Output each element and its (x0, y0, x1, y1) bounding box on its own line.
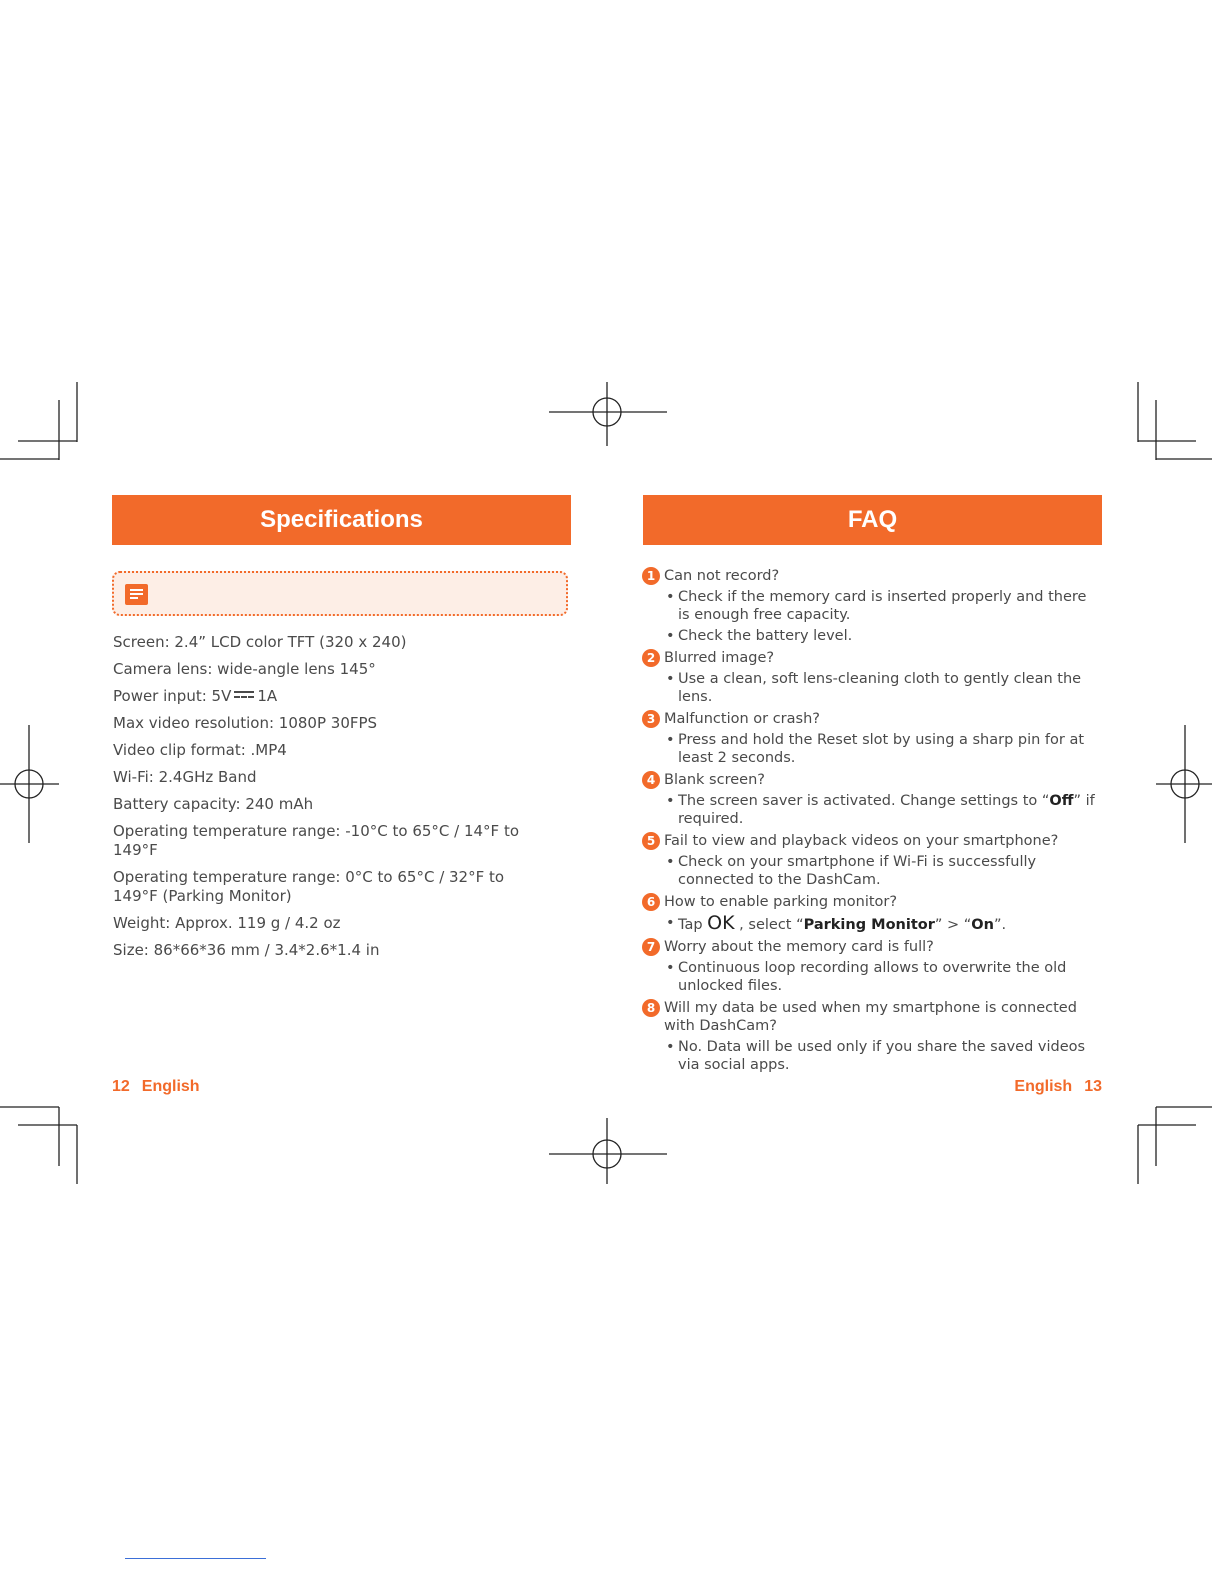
faq-question: Malfunction or crash? (664, 711, 820, 727)
page-number: 13 (1084, 1078, 1102, 1095)
spec-max-resolution: Max video resolution: 1080P 30FPS (113, 714, 378, 732)
dc-current-icon (234, 690, 254, 700)
number-badge: 7 (642, 938, 660, 956)
bullet-icon: • (666, 671, 675, 687)
faq-item (642, 938, 1102, 995)
faq-answer: Use a clean, soft lens-cleaning cloth to gently clean the lens. (678, 671, 1082, 705)
page-language: English (141, 1078, 200, 1095)
spec-screen: Screen: 2.4” LCD color TFT (320 x 240) (113, 633, 407, 651)
specifications-banner (112, 495, 571, 545)
faq-answer: No. Data will be used only if you share the saved videos via social apps. (678, 1039, 1086, 1073)
faq-question: Worry about the memory card is full? (664, 939, 934, 955)
number-badge: 4 (642, 771, 660, 789)
faq-item (642, 893, 1102, 934)
number-badge: 6 (642, 893, 660, 911)
bullet-icon: • (666, 854, 675, 870)
faq-banner (643, 495, 1102, 545)
faq-answer: Tap OK , select “Parking Monitor” > “On”. (678, 912, 1007, 934)
faq-answer: Continuous loop recording allows to overwrite the old unlocked files. (678, 960, 1067, 994)
bullet-icon: • (666, 1039, 675, 1055)
faq-item (642, 832, 1102, 889)
power-input-amperage: 1A (257, 687, 278, 705)
bullet-icon: • (666, 915, 675, 931)
bullet-icon: • (666, 793, 675, 809)
faq-question: Blank screen? (664, 772, 765, 788)
spec-wifi: Wi-Fi: 2.4GHz Band (113, 768, 257, 786)
bullet-icon: • (666, 960, 675, 976)
bullet-icon: • (666, 589, 675, 605)
spec-size: Size: 86*66*36 mm / 3.4*2.6*1.4 in (113, 941, 380, 959)
spec-operating-temp: Operating temperature range: -10°C to 65°C / 14°F to 149°F (113, 822, 520, 859)
bullet-icon: • (666, 628, 675, 644)
number-badge: 1 (642, 567, 660, 585)
number-badge: 3 (642, 710, 660, 728)
spec-clip-format: Video clip format: .MP4 (113, 741, 287, 759)
setting-on: On (971, 917, 994, 933)
faq-question: Will my data be used when my smartphone is connected with DashCam? (664, 1000, 1077, 1034)
faq-item (642, 710, 1102, 767)
faq-question: How to enable parking monitor? (664, 894, 898, 910)
setting-parking-monitor: Parking Monitor (803, 917, 935, 933)
faq-answer: The screen saver is activated. Change settings to “Off” if required. (678, 793, 1095, 827)
number-badge: 5 (642, 832, 660, 850)
faq-item (642, 567, 1102, 645)
faq-item (642, 999, 1102, 1074)
note-box (112, 571, 568, 616)
specifications-title: Specifications (260, 506, 423, 533)
faq-answer: Check on your smartphone if Wi-Fi is successfully connected to the DashCam. (678, 854, 1037, 888)
faq-question: Fail to view and playback videos on your smartphone? (664, 833, 1059, 849)
spec-camera-lens: Camera lens: wide-angle lens 145° (113, 660, 376, 678)
faq-answer: Check if the memory card is inserted properly and there is enough free capacity. (678, 589, 1087, 623)
faq-question: Can not record? (664, 568, 780, 584)
page-number: 12 (112, 1078, 130, 1095)
spec-operating-temp-parking: Operating temperature range: 0°C to 65°C / 32°F to 149°F (Parking Monitor) (113, 868, 505, 905)
faq-question: Blurred image? (664, 650, 775, 666)
number-badge: 2 (642, 649, 660, 667)
faq-list (642, 567, 1102, 1078)
power-input-label: Power input: 5V (113, 687, 232, 705)
page-language: English (1014, 1078, 1073, 1095)
number-badge: 8 (642, 999, 660, 1017)
note-icon (125, 584, 148, 605)
faq-title: FAQ (847, 506, 898, 533)
bullet-icon: • (666, 732, 675, 748)
faq-item (642, 649, 1102, 706)
left-page-footer (112, 1078, 212, 1096)
setting-off: Off (1049, 793, 1074, 809)
ok-key-icon: OK (707, 912, 735, 934)
spec-battery: Battery capacity: 240 mAh (113, 795, 314, 813)
spec-list (113, 633, 563, 968)
right-page-footer (1002, 1078, 1102, 1096)
faq-answer: Press and hold the Reset slot by using a sharp pin for at least 2 seconds. (678, 732, 1085, 766)
faq-answer: Check the battery level. (678, 628, 853, 644)
divider-line (125, 1558, 266, 1559)
spec-weight: Weight: Approx. 119 g / 4.2 oz (113, 914, 341, 932)
faq-item (642, 771, 1102, 828)
spec-power-input (113, 687, 563, 706)
